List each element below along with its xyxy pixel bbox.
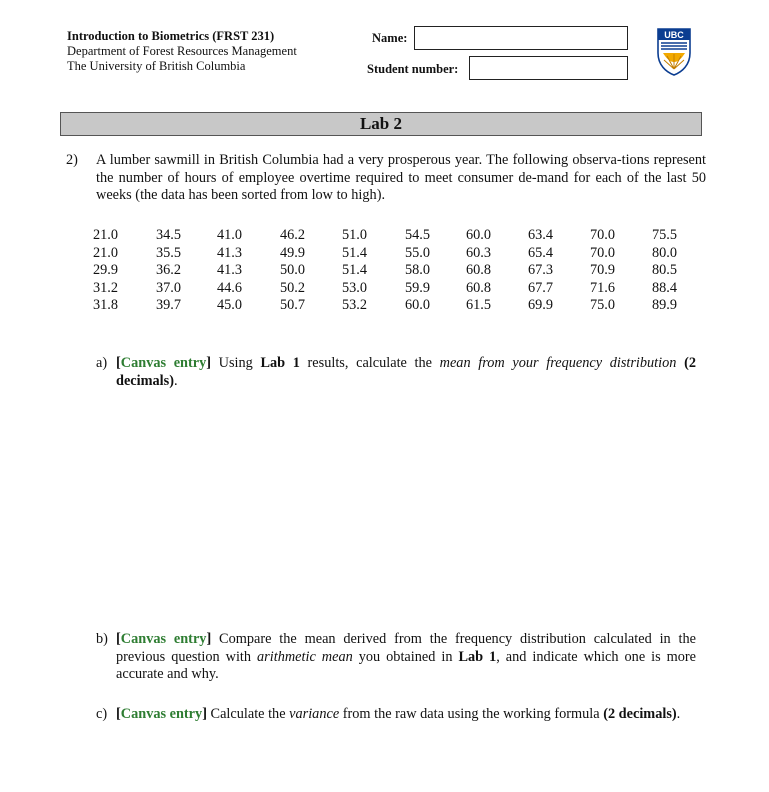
- table-cell: 60.8: [466, 262, 492, 278]
- table-cell: 60.0: [466, 227, 492, 243]
- table-cell: 70.0: [590, 244, 616, 261]
- table-cell: 45.0: [217, 297, 243, 313]
- canvas-entry-tag: Canvas entry: [120, 631, 207, 647]
- table-cell: 50.0: [280, 262, 306, 278]
- table-cell: 39.7: [156, 297, 182, 313]
- table-cell: 37.0: [156, 279, 182, 296]
- table-cell: 71.6: [590, 279, 616, 296]
- course-header: [67, 29, 297, 74]
- table-cell: 70.9: [590, 262, 616, 278]
- question-number: 2): [66, 152, 78, 168]
- name-field[interactable]: [414, 26, 628, 50]
- table-cell: 41.3: [217, 244, 243, 261]
- table-cell: 60.3: [466, 244, 492, 261]
- table-cell: 35.5: [156, 244, 182, 261]
- table-cell: 53.0: [342, 279, 368, 296]
- table-row: [93, 280, 692, 298]
- table-cell: 41.3: [217, 262, 243, 278]
- table-cell: 69.9: [528, 297, 554, 313]
- table-cell: 80.5: [652, 262, 678, 278]
- table-cell: 34.5: [156, 227, 182, 243]
- part-a-letter: a): [96, 355, 108, 371]
- ubc-logo: [656, 27, 692, 77]
- table-row: [93, 297, 692, 315]
- table-cell: 59.9: [405, 279, 431, 296]
- table-row: [93, 245, 692, 263]
- part-a: [96, 355, 696, 390]
- name-label: Name:: [372, 31, 408, 45]
- part-b: [96, 631, 696, 684]
- table-cell: 54.5: [405, 227, 431, 243]
- table-cell: 50.7: [280, 297, 306, 313]
- table-cell: 88.4: [652, 279, 678, 296]
- table-cell: 51.4: [342, 262, 368, 278]
- table-cell: 75.0: [590, 297, 616, 313]
- part-b-letter: b): [96, 631, 108, 647]
- table-cell: 89.9: [652, 297, 678, 313]
- table-cell: 31.2: [93, 279, 119, 296]
- table-cell: 58.0: [405, 262, 431, 278]
- student-number-label: Student number:: [367, 62, 459, 76]
- table-cell: 41.0: [217, 227, 243, 243]
- part-c-letter: c): [96, 706, 108, 722]
- table-cell: 51.4: [342, 244, 368, 261]
- table-cell: 63.4: [528, 227, 554, 243]
- canvas-entry-tag: Canvas entry: [120, 706, 203, 722]
- lab-title: Lab 2: [359, 114, 403, 133]
- department-name: Department of Forest Resources Management: [67, 44, 297, 58]
- course-title: Introduction to Biometrics (FRST 231): [67, 29, 275, 43]
- table-cell: 61.5: [466, 297, 492, 313]
- table-cell: 75.5: [652, 227, 678, 243]
- part-c: [96, 706, 696, 724]
- table-row: [93, 262, 692, 280]
- university-name: The University of British Columbia: [67, 59, 246, 73]
- table-cell: 53.2: [342, 297, 368, 313]
- table-row: [93, 227, 692, 245]
- question-text: A lumber sawmill in British Columbia had a very prosperous year. The following observa-tions represent the number of hours of employee overtime required to meet consumer de-mand for each of the last 50 weeks (the data has been sorted from low to high).: [96, 152, 706, 203]
- table-cell: 21.0: [93, 227, 119, 243]
- table-cell: 70.0: [590, 227, 616, 243]
- table-cell: 67.7: [528, 279, 554, 296]
- table-cell: 65.4: [528, 244, 554, 261]
- table-cell: 55.0: [405, 244, 431, 261]
- overtime-data-table: [93, 227, 692, 315]
- part-b-text: [Canvas entry] Compare the mean derived from the frequency distribution calculated in the previous question with arithmetic mean you obtained in Lab 1, and indicate which one is more accurate and why.: [116, 631, 697, 682]
- canvas-entry-tag: Canvas entry: [120, 355, 207, 371]
- student-number-field[interactable]: [469, 56, 628, 80]
- part-c-text: [Canvas entry] Calculate the variance from the raw data using the working formula (2 decimals).: [116, 706, 681, 722]
- table-cell: 49.9: [280, 244, 306, 261]
- ubc-logo-text: UBC: [664, 30, 684, 40]
- table-cell: 60.0: [405, 297, 431, 313]
- part-a-text: [Canvas entry] Using Lab 1 results, calculate the mean from your frequency distribution (2 decimals).: [116, 355, 697, 389]
- table-cell: 80.0: [652, 244, 678, 261]
- table-cell: 36.2: [156, 262, 182, 278]
- table-cell: 44.6: [217, 279, 243, 296]
- table-cell: 29.9: [93, 262, 119, 278]
- table-cell: 50.2: [280, 279, 306, 296]
- lab-title-bar: [60, 112, 702, 136]
- table-cell: 21.0: [93, 244, 119, 261]
- table-cell: 51.0: [342, 227, 368, 243]
- table-cell: 46.2: [280, 227, 306, 243]
- table-cell: 67.3: [528, 262, 554, 278]
- table-cell: 60.8: [466, 279, 492, 296]
- table-cell: 31.8: [93, 297, 119, 313]
- question-2: [66, 152, 706, 205]
